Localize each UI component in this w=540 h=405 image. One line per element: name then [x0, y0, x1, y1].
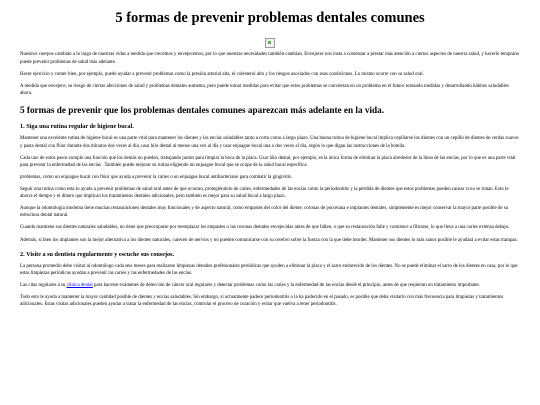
step-1-paragraph-5: Aunque la odontología moderna tiene muchas restauraciones dentales muy funcionales y de aspecto natural, como empastes del color del diente, coronas de porcelana e implantes dentales, simplemente es mejor conservar la mayor parte posible de su estructura dental natural.: [20, 206, 509, 219]
step-1-paragraph-7: Además, si bien los implantes son la mejor alternativa a los dientes naturales, carecen de nervios y no pueden comunicarse con su cerebro sobre la fuerza con la que debe morder. Mantener sus dientes lo más sanos posible le ayudará a evitar estas trampas.: [20, 237, 518, 243]
hero-image-container: [20, 35, 520, 45]
step-2-paragraph-1: La persona promedio debe visitar al odontólogo cada seis meses para realizarse limpiezas dentales profesionales periódicas que ayuden a eliminar la placa y el sarro endurecido de los dientes. No se puede eliminar el sarro de los dientes en casa, por lo que estas limpiezas periódicas ayudan a prevenir las caries y las enfermedades de las encías.: [20, 264, 518, 277]
step-1-heading: 1. Siga una rutina regular de higiene bucal.: [20, 122, 134, 130]
step-2-text-before-link: Las citas regulares a su: [20, 283, 67, 289]
section-heading: 5 formas de prevenir que los problemas dentales comunes aparezcan más adelante en la vida.: [20, 104, 385, 115]
intro-paragraph-2: Hacer ejercicio y comer bien, por ejemplo, puede ayudar a prevenir problemas como la presión arterial alta, el colesterol alto y los riesgos asociados con esas condiciones. Lo mismo ocurre con su salud oral.: [20, 71, 424, 77]
step-2-heading: 2. Visite a su dentista regularmente y escuche sus consejos.: [20, 250, 175, 258]
step-2-paragraph-3: Todo esto le ayuda a mantener la mayor cantidad posible de dientes y encías saludables. Sin embargo, si actualmente padece periodontitis o la ha padecido en el pasado, es posible que deba visitarlo con más frecuencia para limpiezas y tratamientos adicionales. Estas visitas adicionales pueden ayudar a tratar la enfermedad de las encías, controlar el proceso de curación y evitar que vuelva a tener periodontitis.: [20, 295, 504, 308]
dental-clinic-link[interactable]: clínica dental: [66, 283, 93, 289]
broken-image-icon: [265, 38, 275, 48]
step-1-paragraph-2: Cada uno de estos pasos cumple una función que los demás no pueden, trabajando juntos para limpiar la boca de la placa. Usar hilo dental, por ejemplo, es la única forma de eliminar la placa alrededor de la línea de las encías, por lo que es una parte vital para prevenir la enfermedad de las encías . También puede mejorar su rutina eligiendo un enjuague bucal que se ocupe de la salud bucal específica.: [20, 155, 516, 168]
step-1-paragraph-1: Mantener una excelente rutina de higiene bucal es una parte vital para mantener los dientes y las encías saludables tanto a corto como a largo plazo. Una buena rutina de higiene bucal implica cepillarse los dientes con un cepillo de dientes de cerdas suaves y pasta dental con flúor durante dos minutos dos veces al día, usar hilo dental al menos una vez al día y usar enjuague bucal una o dos veces al día, según lo que digan las instrucciones de la botella.: [20, 136, 519, 149]
step-1-paragraph-6: Cuando mantiene sus dientes naturales saludables, no tiene que preocuparse por reemplazar los empastes o las coronas dentales envejecidas antes de que fallen, o que su restauración falle y comience a filtrarse, lo que lleva a una caries extensa debajo.: [20, 225, 510, 231]
step-1-paragraph-4: Seguir una rutina como esta lo ayuda a prevenir problemas de salud oral antes de que ocurran, protegiéndolo de caries, enfermedades de las encías como la periodontitis y la pérdida de dientes que estos problemas pueden causar si no se tratan. Esto le ahorra el tiempo y el dinero que implican los tratamientos dentales adicionales, pero también es mejor para su salud bucal a largo plazo.: [20, 186, 509, 200]
intro-paragraph-3: A medida que envejece, su riesgo de ciertas afecciones de salud y problemas dentales aumenta, pero puede tomar medidas para evitar que estos problemas se conviertan en un problema en el futuro tomando medidas y desarrollando hábitos saludables ahora.: [20, 83, 509, 96]
step-2-paragraph-2: [20, 282, 520, 289]
step-1-paragraph-3: problemas, como un enjuague bucal con flúor que ayuda a prevenir la caries o un enjuague bucal antibacteriano para combatir la gingivitis.: [20, 174, 293, 180]
intro-paragraph-1: Nuestros cuerpos cambian a lo largo de nuestras vidas a medida que crecemos y envejecemos, por lo que nuestras necesidades también cambian. Envejecer nos insta a comenzar a prestar más atención a ciertos aspectos de nuestra salud, y hacerlo temprano puede prevenir problemas de salud más adelante.: [20, 52, 520, 65]
page-title: 5 formas de prevenir problemas dentales comunes: [115, 10, 425, 26]
step-2-text-after-link: para hacerse exámenes de detección de cáncer oral regulares y detectar problemas como las caries y la enfermedad de las encías desde el principio, antes de que requieran un tratamiento importante.: [92, 283, 480, 289]
